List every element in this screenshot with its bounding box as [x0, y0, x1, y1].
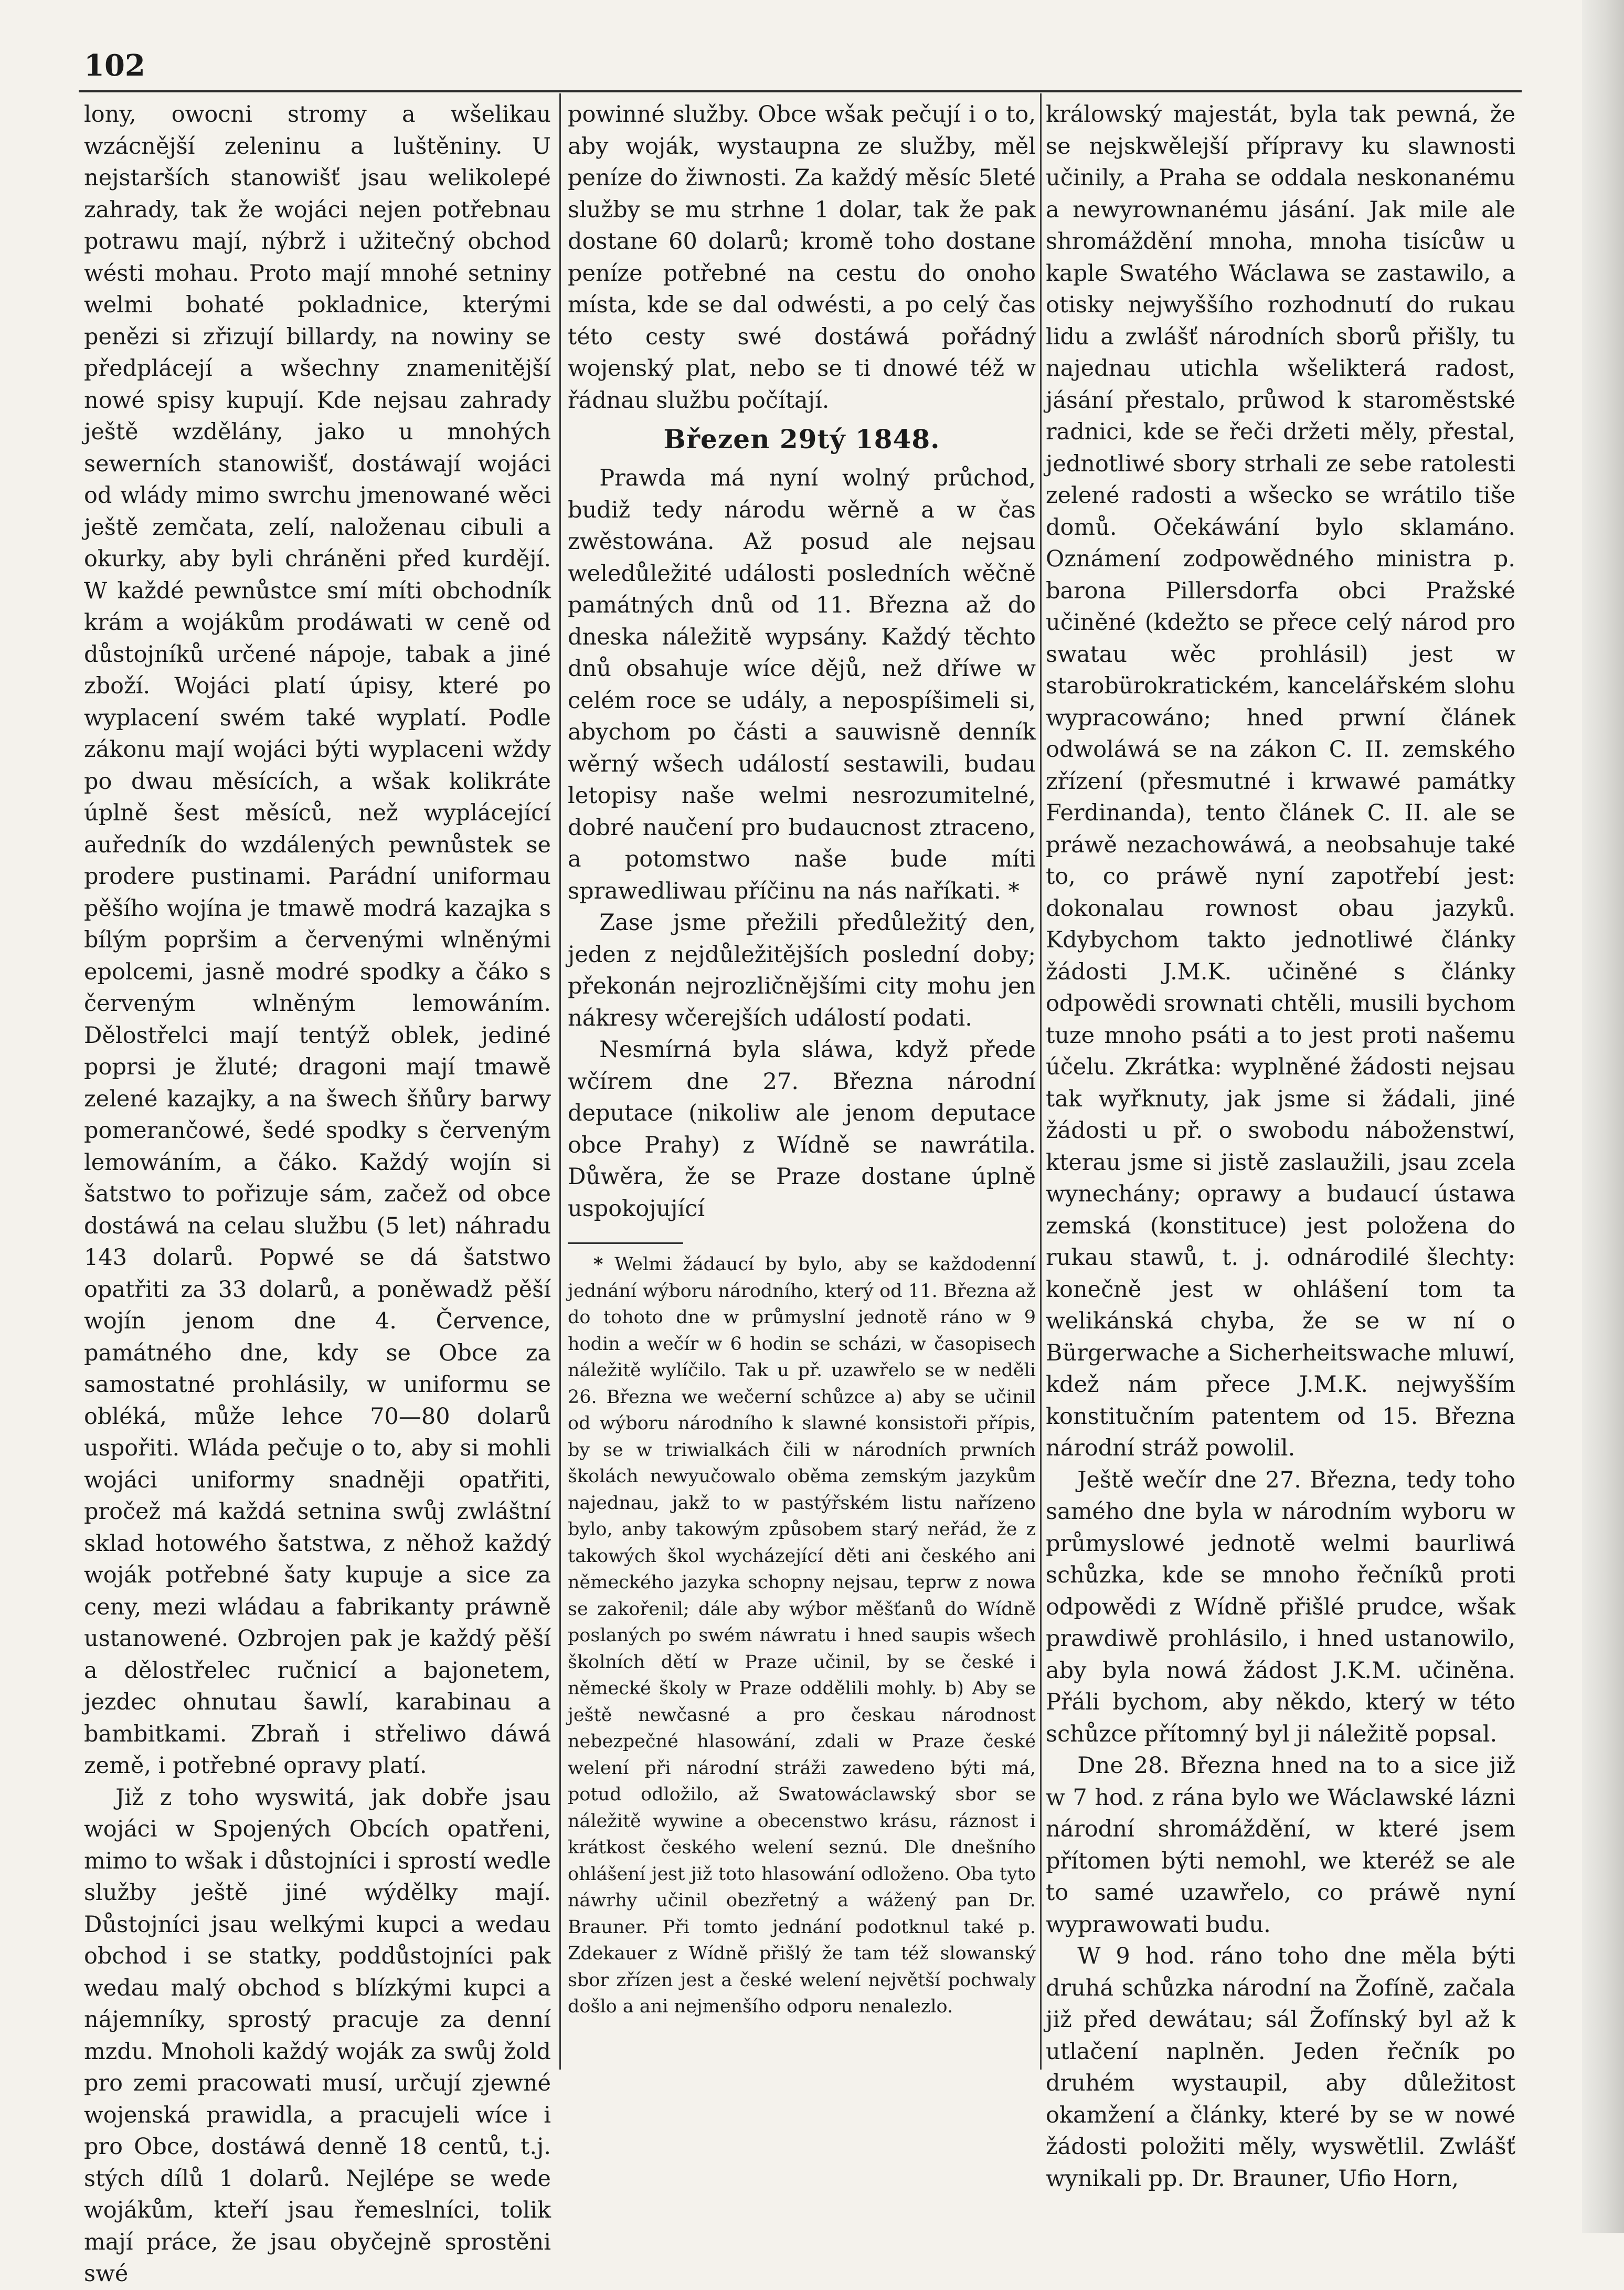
- column-1: [84, 99, 551, 2290]
- section-heading: Březen 29tý 1848.: [663, 424, 940, 455]
- col2-paragraph-2: Zase jsme přežili předůležitý den, jeden z nejdůležitějších poslední doby; překonán nejrozličnějšími city mohu jen nákresy wčerejších událostí podati.: [568, 910, 1036, 1031]
- col2-paragraph-3: Nesmírná byla sláwa, když přede wčírem dne 27. Března národní deputace (nikoliw ale jenom deputace obce Prahy) z Wídně se nawrátila. Důwěra, že se Praze dostane úplně uspokojující: [568, 1037, 1036, 1222]
- page-number: 102: [84, 48, 145, 83]
- col1-paragraph-1: lony, owocni stromy a wšelikau wzácnější zeleninu a luštěniny. U nejstarších stanowišť jsau welikolepé zahrady, tak že wojáci nejen potřebnau potrawu mají, nýbrž i užitečný obchod wésti mohau. Proto mají mnohé setniny welmi bohaté pokladnice, kterými penězi si zřizují billardy, na nowiny se předplácejí a wšechny znamenitější nowé spisy kupují. Kde nejsau zahrady ještě wzdělány, jako u mnohých sewerních stanowišť, dostáwají wojáci od wlády mimo swrchu jmenowané wěci ještě zemčata, zelí, naloženau cibuli a okurky, aby byli chráněni před kurdějí. W každé pewnůstce smí míti obchodník krám a wojákům prodáwati w ceně od důstojníků určené nápoje, tabak a jiné zboží. Wojáci platí úpisy, které po wyplacení swém také wyplatí. Podle zákonu mají wojáci býti wyplaceni wždy po dwau měsících, a wšak kolikráte úplně šest měsíců, než wyplácející auředník do wzdálených pewnůstek se prodere pustinami. Parádní uniformau pěšího wojína je tmawě modrá kazajka s bílým popršim a červenými wlněnými epolcemi, jasně modré spodky a čáko s červeným wlněným lemowáním. Dělostřelci mají tentýž oblek, jediné poprsi je žluté; dragoni mají tmawě zelené kazajky, a na šwech šňůry barwy pomerančowé, šedé spodky s červeným lemowáním, a čáko. Každý wojín si šatstwo to pořizuje sám, začež od obce dostáwá na celau službu (5 let) náhradu 143 dolarů. Popwé se dá šatstwo opatřiti za 33 dolarů, a poněwadž pěší wojín jenom dne 4. Července, památného dne, kdy se Obce za samostatné prohlásily, w uniformu se obléká, může lehce 70—80 dolarů uspořiti. Wláda pečuje o to, aby si mohli wojáci uniformy snadněji opatřiti, pročež má každá setnina swůj zwláštní sklad hotowého šatstwa, z něhož každý woják potřebné šaty kupuje a sice za ceny, mezi wládau a fabrikanty práwně ustanowené. Ozbrojen pak je každý pěší a dělostřelec ručnicí a bajonetem, jezdec ohnutau šawlí, karabinau a bambitkami. Zbraň i střeliwo dáwá země, i potřebné opravy platí.: [84, 101, 551, 1779]
- footnote-text: Welmi žádaucí by bylo, aby se každodenní jednání wýboru národního, který od 11. Března až do tohoto dne w průmyslní jednotě ráno w 9 hodin a wečír w 6 hodin se scházi, w časopisech náležitě wylíčilo. Tak u př. uzawřelo se w neděli 26. Března we wečerní schůzce a) aby se učinil od wýboru národního k slawné konsistoři přípis, by se w triwialkách čili w národních prwních školách newyučowalo oběma zemským jazykům najednau, jakž to w pastýřském listu nařízeno bylo, anby takowým způsobem starý neřád, že z takowých škol wycházející děti ani českého ani německého jazyka schopny nejsau, teprw z nowa se zakořenil; dále aby wýbor měšťanů do Wídně poslaných po swém náwratu i hned saupis wšech školních dětí w Praze učinil, by se české i německé školy w Praze oddělili mohly. b) Aby se ještě newčasné a pro českau národnost nebezpečné hlasowání, zdali w Praze české welení při národní stráži zawedeno býti má, potud odložilo, až Swatowáclawský sbor se náležitě wywine a obecenstwo krásu, ráznost i krátkost českého welení seznú. Dle dnešního ohlášení jest již toto hlasowání odloženo. Oba tyto náwrhy učinil obezřetný a wážený pan Dr. Brauner. Při tomto jednání podotknul také p. Zdekauer z Wídně přišlý že tam též slowanský sbor zřízen jest a české welení největší pochwaly došlo a ani nejmenšího odporu nenalezlo.: [568, 1254, 1036, 2017]
- col3-paragraph-1: králowský majestát, byla tak pewná, že se nejskwělejší přípravy ku slawnosti učinily, a Praha se oddala neskonanému a newyrownanému jásání. Jak mile ale shromáždění mnoha, mnoha tisícůw u kaple Swatého Wáclawa se zastawilo, a otisky nejwyššího rozhodnutí do rukau lidu a zwlášť národních sborů přišly, tu najednau utichla wšelikterá radost, jásání přestalo, průwod k staroměstské radnici, kde se řeči držeti měly, přestal, jednotliwé sbory strhali ze sebe ratolesti zelené radosti a wšecko se wrátilo tiše domů. Očekáwání bylo sklamáno. Oznámení zodpowědného ministra p. barona Pillersdorfa obci Pražské učiněné (kdežto se přece celý národ pro swatau wěc prohlásil) jest w starobürokratickém, kancelářském slohu wypracowáno; hned prwní článek odwoláwá se na zákon C. II. zemského zřízení (přesmutné i krwawé památky Ferdinanda), tento článek C. II. ale se práwě nezachowáwá, a neobsahuje také to, co práwě nyní zapotřebí jest: dokonalau rownost obau jazyků. Kdybychom takto jednotliwé články žádosti J.M.K. učiněné s články odpowědi srownati chtěli, musili bychom tuze mnoho psáti a to jest proti našemu účelu. Zkrátka: wyplněné žádosti nejsau tak wyřknuty, jak jsme si žádali, jiné žádosti u př. o swobodu náboženstwí, kterau jsme si jistě zaslaužili, jsau zcela wynechány; oprawy a budaucí ústawa zemská (konstituce) jest položena do rukau stawů, t. j. odnárodilé šlechty: konečně jest w ohlášení tom ta welikánská chyba, že se w ní o Bürgerwache a Sicherheitswache mluwí, kdež nám přece J.M.K. nejwyšším konstitučním patentem od 15. Března národní stráž powolil.: [1046, 101, 1515, 1461]
- col2-paragraph-1: Prawda má nyní wolný průchod, budiž tedy národu wěrně a w čas zwěstowána. Až posud ale nejsau weledůležité události posledních wěčně památných dnů od 11. Března až do dneska náležitě wypsány. Každý těchto dnů obsahuje wíce dějů, než dříwe w celém roce se udály, a nepospíšimeli si, abychom po části a sauwisně denník wěrný wšech událostí sestawili, budau letopisy naše welmi nesrozumitelné, dobré naučení pro budaucnost ztraceno, a potomstwo naše bude míti sprawedliwau příčinu na nás naříkati. *: [568, 465, 1036, 904]
- footnote-rule: [568, 1242, 683, 1244]
- column-divider-1: [559, 93, 561, 2070]
- column-3: [1046, 99, 1515, 2194]
- header-rule: [79, 90, 1522, 92]
- page-edge-shadow: [1582, 0, 1624, 2233]
- col1-paragraph-2: Již z toho wyswitá, jak dobře jsau wojáci w Spojených Obcích opatřeni, mimo to wšak i důstojníci i sprostí wedle služby ještě jiné wýdělky mají. Důstojníci jsau welkými kupci a wedau obchod i se statky, poddůstojníci pak wedau malý obchod s blízkými kupci a nájemníky, sprostý pracuje za denní mzdu. Mnoholi každý woják za swůj žold pro zemi pracowati musí, určují zjewné wojenská prawidla, a pracujeli wíce i pro Obce, dostáwá denně 18 centů, t.j. stých dílů 1 dolarů. Nejlépe se wede wojákům, kteří jsau řemeslníci, tolik mají práce, že jsau obyčejně sprostěni swé: [84, 1784, 551, 2287]
- column-2: [568, 99, 1036, 2020]
- col3-paragraph-2: Ještě wečír dne 27. Března, tedy toho samého dne byla w národním wyboru w průmyslowé jednotě welmi baurliwá schůzka, kde se mnoho řečníků proti odpowědi z Wídně přišlé prudce, wšak prawdiwě prohlásilo, i hned ustanowilo, aby byla nowá žádost J.K.M. učiněna. Přáli bychom, aby někdo, který w této schůzce přítomný byl ji náležitě popsal.: [1046, 1466, 1515, 1747]
- col2-paragraph-top: powinné služby. Obce wšak pečují i o to, aby woják, wystaupna ze služby, měl peníze do žiwnosti. Za každý měsíc 5leté služby se mu strhne 1 dolar, tak že pak dostane 60 dolarů; kromě toho dostane peníze potřebné na cestu do onoho místa, kde se dal odwésti, a po celý čas této cesty swé dostáwá pořádný wojenský plat, nebo se ti dnowé též w řádnau službu počítají.: [568, 101, 1036, 414]
- footnote: [568, 1251, 1036, 2020]
- col3-paragraph-4: W 9 hod. ráno toho dne měla býti druhá schůzka národní na Žofíně, začala již před dewátau; sál Žofínský byl až k utlačení naplněn. Jeden řečník po druhém wystaupil, aby důležitost okamžení a články, které by se w nowé žádosti položiti měly, wyswětlil. Zwlášť wynikali pp. Dr. Brauner, Ufio Horn,: [1046, 1943, 1515, 2192]
- footnote-asterisk-icon: *: [593, 1253, 615, 1275]
- col3-paragraph-3: Dne 28. Března hned na to a sice již w 7 hod. z rána bylo we Wáclawské lázni národní shromáždění, w které jsem přítomen býti nemohl, we kteréž se ale to samé uzawřelo, co práwě nyní wyprawowati budu.: [1046, 1753, 1515, 1938]
- column-divider-2: [1040, 93, 1042, 2070]
